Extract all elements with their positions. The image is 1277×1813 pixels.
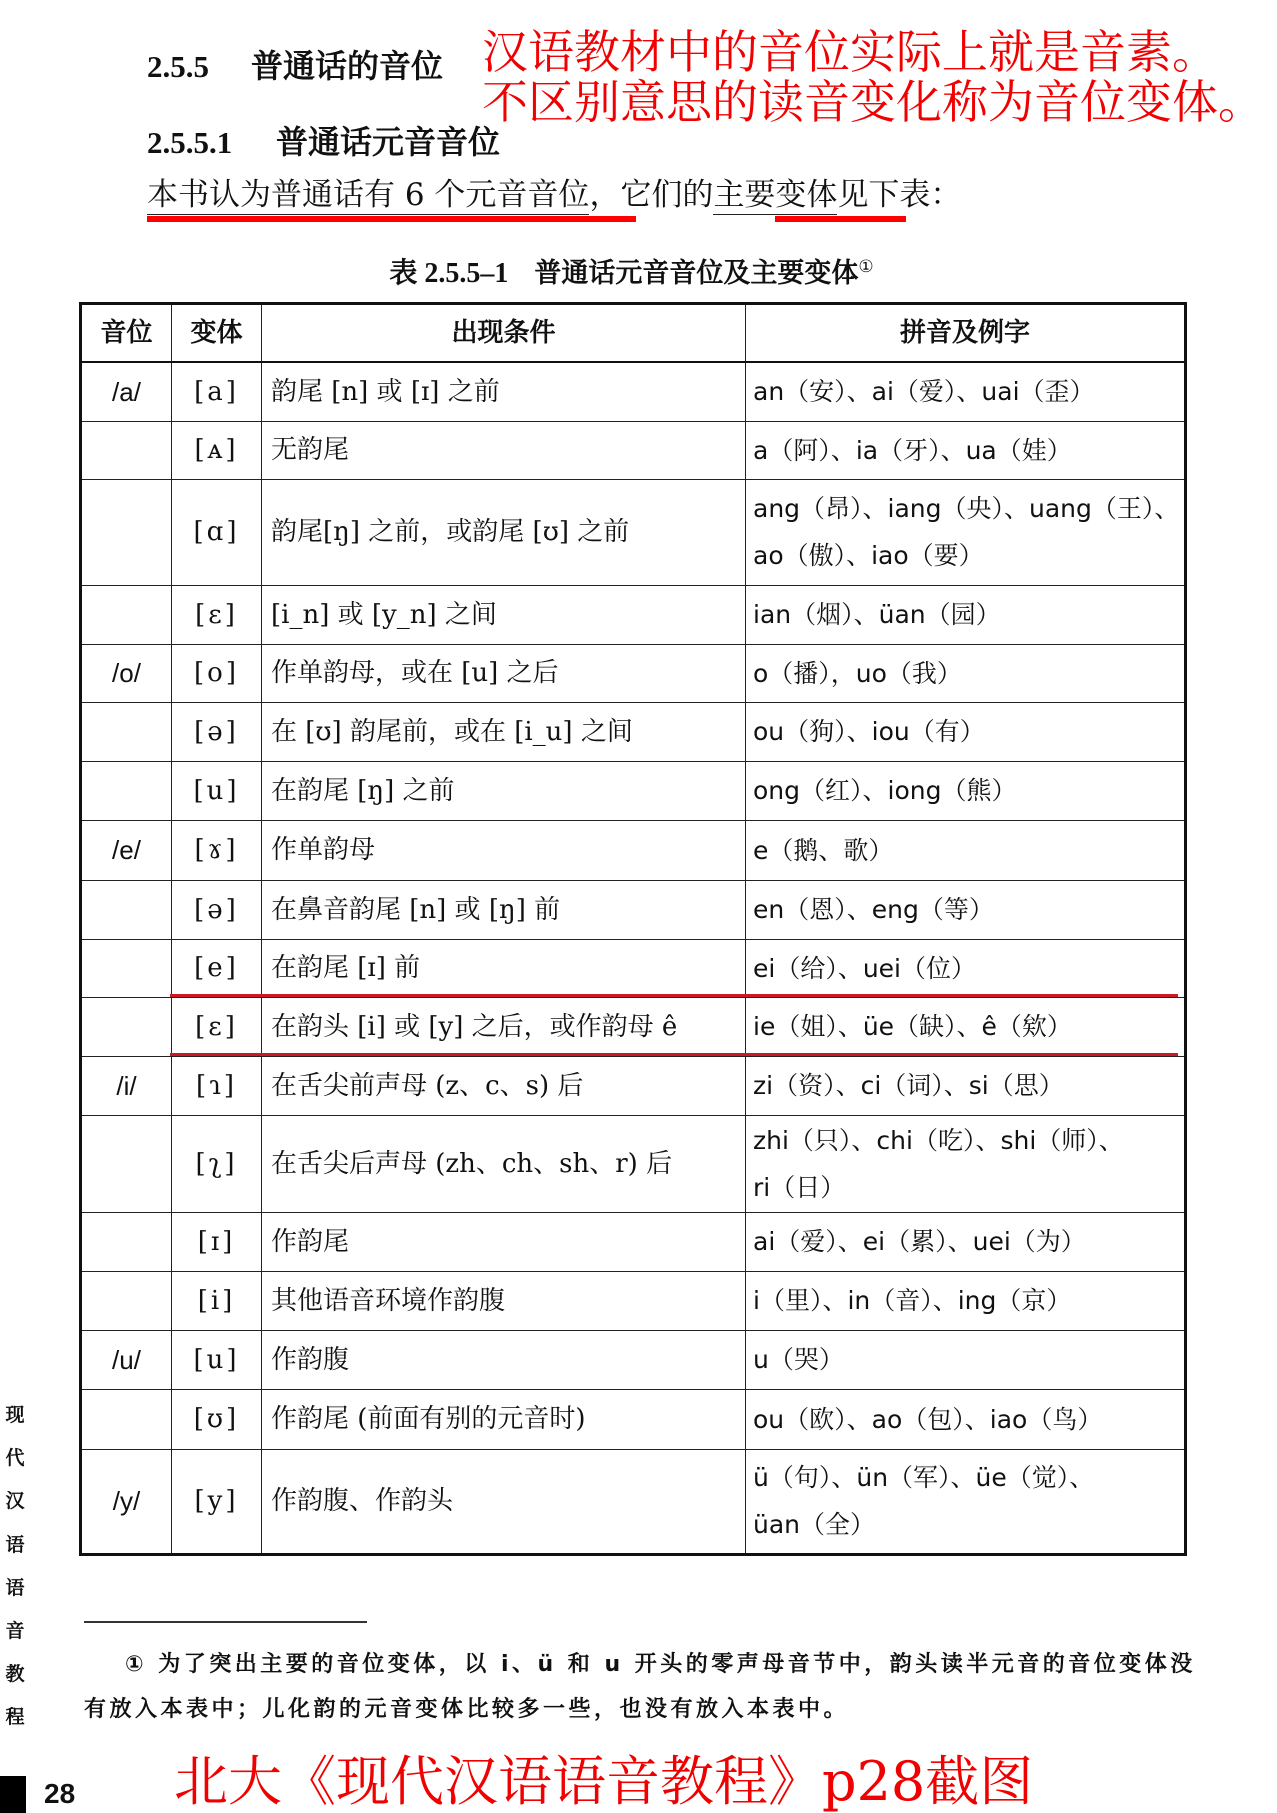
table-row	[81, 644, 1186, 702]
pinyin-line: ian（烟）、üan（园）	[753, 600, 1001, 629]
footnote-divider	[84, 1621, 367, 1623]
table-row	[81, 1212, 1186, 1271]
phoneme-cell	[81, 702, 172, 761]
pinyin-cell	[746, 1056, 1186, 1115]
footnote-marker: ①	[858, 257, 874, 277]
table-row	[81, 479, 1186, 585]
table-header-row	[81, 304, 1186, 363]
condition-cell: 作单韵母，或在 [u] 之后	[262, 644, 746, 702]
book-title-side-label	[3, 1400, 27, 1746]
footnote-line-1: ① 为了突出主要的音位变体，以 i、ü 和 u 开头的零声母音节中，韵头读半元音的音位变体没	[125, 1652, 1196, 1677]
pinyin-cell	[746, 939, 1186, 997]
pinyin-cell	[746, 1330, 1186, 1389]
pinyin-cell	[746, 880, 1186, 939]
table-row	[81, 880, 1186, 939]
pinyin-line: a（阿）、ia（牙）、ua（娃）	[753, 435, 1072, 465]
pinyin-cell	[746, 1212, 1186, 1271]
phoneme-cell	[81, 1389, 172, 1449]
side-label-char: 程	[5, 1706, 25, 1729]
intro-text-end: 见下表：	[837, 177, 962, 213]
condition-cell: 作韵尾	[262, 1212, 746, 1271]
phoneme-cell	[81, 421, 172, 479]
table-row	[81, 585, 1186, 644]
table-row	[81, 1056, 1186, 1115]
section-number: 2.5.5	[147, 49, 209, 84]
pinyin-line: ie（姐）、üe（缺）、ê（欸）	[753, 1012, 1072, 1041]
table-row	[81, 421, 1186, 479]
phoneme-cell	[81, 997, 172, 1056]
red-highlight-line-bottom	[170, 1053, 1178, 1056]
condition-cell: 在舌尖前声母 (z、c、s) 后	[262, 1056, 746, 1115]
variant-cell: [ə]	[172, 880, 262, 939]
phoneme-cell	[81, 939, 172, 997]
header-condition: 出现条件	[262, 304, 746, 363]
phoneme-cell	[81, 761, 172, 820]
side-label-char: 语	[5, 1576, 25, 1599]
side-label-char: 代	[5, 1447, 25, 1470]
table-row	[81, 1449, 1186, 1554]
table-row	[81, 761, 1186, 820]
table-row	[81, 362, 1186, 421]
variant-cell: [ʊ]	[172, 1389, 262, 1449]
pinyin-cell	[746, 644, 1186, 702]
red-underline-2	[775, 216, 906, 222]
condition-cell: 作韵腹	[262, 1330, 746, 1389]
table-caption-label: 表 2.5.5–1	[389, 258, 509, 289]
section-title: 普通话的音位	[251, 47, 444, 85]
condition-cell: 在 [ʊ] 韵尾前，或在 [i_u] 之间	[262, 702, 746, 761]
condition-cell: 韵尾 [n] 或 [ɪ] 之前	[262, 362, 746, 421]
phoneme-cell	[81, 479, 172, 585]
side-label-char: 汉	[5, 1490, 25, 1513]
intro-underlined-phrase-1: 本书认为普通话有 6 个元音音位	[147, 177, 590, 213]
condition-cell: [i_n] 或 [y_n] 之间	[262, 585, 746, 644]
intro-text: ，它们的	[589, 177, 714, 213]
condition-cell: 在韵尾 [ŋ] 之前	[262, 761, 746, 820]
pinyin-line: e（鹅、歌）	[753, 835, 894, 865]
variant-cell: [ᴀ]	[172, 421, 262, 479]
pinyin-cell	[746, 362, 1186, 421]
pinyin-line: zi（资）、ci（词）、si（思）	[753, 1071, 1064, 1100]
pinyin-cell	[746, 761, 1186, 820]
subsection-title: 普通话元音音位	[276, 123, 501, 161]
pinyin-cell	[746, 479, 1186, 585]
pinyin-cell	[746, 1389, 1186, 1449]
footnote-line-2: 有放入本表中；儿化韵的元音变体比较多一些，也没有放入本表中。	[84, 1697, 850, 1722]
pinyin-line: zhi（只）、chi（吃）、shi（师）、	[753, 1125, 1124, 1155]
variant-cell: [ɛ]	[172, 585, 262, 644]
phoneme-cell: /o/	[81, 644, 172, 702]
table-caption	[79, 250, 1184, 291]
section-heading	[147, 46, 443, 87]
pinyin-cell	[746, 1115, 1186, 1212]
red-highlight-line-top	[170, 994, 1178, 997]
pinyin-line: ai（爱）、ei（累）、uei（为）	[753, 1227, 1086, 1256]
intro-paragraph	[147, 176, 961, 214]
variant-cell: [ə]	[172, 702, 262, 761]
pinyin-line: ü（句）、ün（军）、üe（觉）、	[753, 1463, 1095, 1492]
side-label-char: 现	[5, 1404, 25, 1426]
phoneme-cell: /y/	[81, 1449, 172, 1554]
page-number: 28	[44, 1778, 76, 1809]
variant-cell: [ʅ]	[172, 1115, 262, 1212]
pinyin-cell	[746, 1449, 1186, 1554]
phoneme-cell: /a/	[81, 362, 172, 421]
variant-cell: [ɪ]	[172, 1212, 262, 1271]
pinyin-line: ao（傲）、iao（要）	[753, 541, 984, 570]
condition-cell: 其他语音环境作韵腹	[262, 1271, 746, 1330]
red-annotation	[482, 27, 1264, 127]
variant-cell: [e]	[172, 939, 262, 997]
variant-cell: [u]	[172, 761, 262, 820]
pinyin-line: u（哭）	[753, 1345, 844, 1374]
pinyin-cell	[746, 1271, 1186, 1330]
pinyin-line: en（恩）、eng（等）	[753, 895, 994, 924]
condition-cell: 在韵尾 [ɪ] 前	[262, 939, 746, 997]
pinyin-line: an（安）、ai（爱）、uai（歪）	[753, 377, 1095, 407]
table-row	[81, 939, 1186, 997]
pinyin-line: ou（狗）、iou（有）	[753, 717, 985, 746]
pinyin-cell	[746, 421, 1186, 479]
side-label-char: 音	[5, 1619, 25, 1642]
condition-cell: 作韵尾 (前面有别的元音时)	[262, 1389, 746, 1449]
phoneme-cell: /i/	[81, 1056, 172, 1115]
variant-cell: [ɤ]	[172, 820, 262, 880]
pinyin-cell	[746, 585, 1186, 644]
page-marker-block	[0, 1776, 26, 1813]
table-row-highlighted	[81, 997, 1186, 1056]
table-row	[81, 1330, 1186, 1389]
pinyin-line: ong（红）、iong（熊）	[753, 776, 1017, 805]
table-row	[81, 702, 1186, 761]
pinyin-cell	[746, 702, 1186, 761]
condition-cell: 在舌尖后声母 (zh、ch、sh、r) 后	[262, 1115, 746, 1212]
table-row	[81, 820, 1186, 880]
variant-cell: [ɛ]	[172, 997, 262, 1056]
screenshot-source-caption: 北大《现代汉语语音教程》p28截图	[174, 1750, 1034, 1813]
side-label-char: 语	[5, 1533, 25, 1556]
pinyin-line: üan（全）	[753, 1510, 876, 1539]
condition-cell: 韵尾[ŋ] 之前，或韵尾 [ʊ] 之前	[262, 479, 746, 585]
side-label-char: 教	[5, 1663, 25, 1686]
pinyin-line: o（播），uo（我）	[753, 658, 962, 688]
pinyin-line: i（里）、in（音）、ing（京）	[753, 1286, 1072, 1315]
variant-cell: [y]	[172, 1449, 262, 1554]
table-caption-title: 普通话元音音位及主要变体	[534, 258, 859, 289]
subsection-number: 2.5.5.1	[147, 125, 233, 160]
variant-cell: [o]	[172, 644, 262, 702]
variant-cell: [ɿ]	[172, 1056, 262, 1115]
table-row	[81, 1115, 1186, 1212]
phoneme-cell: /u/	[81, 1330, 172, 1389]
annotation-line-2: 不区别意思的读音变化称为音位变体。	[482, 75, 1264, 129]
pinyin-line: ei（给）、uei（位）	[753, 953, 976, 983]
pinyin-cell	[746, 997, 1186, 1056]
condition-cell: 无韵尾	[262, 421, 746, 479]
red-underline-1	[147, 216, 636, 222]
intro-underlined-phrase-2: 主要变体	[713, 177, 838, 213]
phoneme-cell	[81, 1271, 172, 1330]
vowel-phoneme-table	[79, 302, 1187, 1556]
pinyin-cell	[746, 820, 1186, 880]
variant-cell: [ɑ]	[172, 479, 262, 585]
variant-cell: [a]	[172, 362, 262, 421]
header-variant: 变体	[172, 304, 262, 363]
pinyin-line: ri（日）	[753, 1172, 846, 1202]
phoneme-cell	[81, 880, 172, 939]
condition-cell: 在鼻音韵尾 [n] 或 [ŋ] 前	[262, 880, 746, 939]
header-pinyin: 拼音及例字	[746, 304, 1186, 363]
annotation-line-1: 汉语教材中的音位实际上就是音素。	[482, 25, 1218, 79]
condition-cell: 作单韵母	[262, 820, 746, 880]
condition-cell: 在韵头 [i] 或 [y] 之后，或作韵母 ê	[262, 997, 746, 1056]
phoneme-cell	[81, 1212, 172, 1271]
variant-cell: [u]	[172, 1330, 262, 1389]
phoneme-cell: /e/	[81, 820, 172, 880]
condition-cell: 作韵腹、作韵头	[262, 1449, 746, 1554]
header-phoneme: 音位	[81, 304, 172, 363]
variant-cell: [i]	[172, 1271, 262, 1330]
phoneme-cell	[81, 1115, 172, 1212]
table-row	[81, 1389, 1186, 1449]
pinyin-line: ang（昂）、iang（央）、uang（王）、	[753, 494, 1180, 523]
phoneme-cell	[81, 585, 172, 644]
table-row	[81, 1271, 1186, 1330]
pinyin-line: ou（欧）、ao（包）、iao（鸟）	[753, 1404, 1103, 1434]
subsection-heading	[147, 122, 500, 163]
